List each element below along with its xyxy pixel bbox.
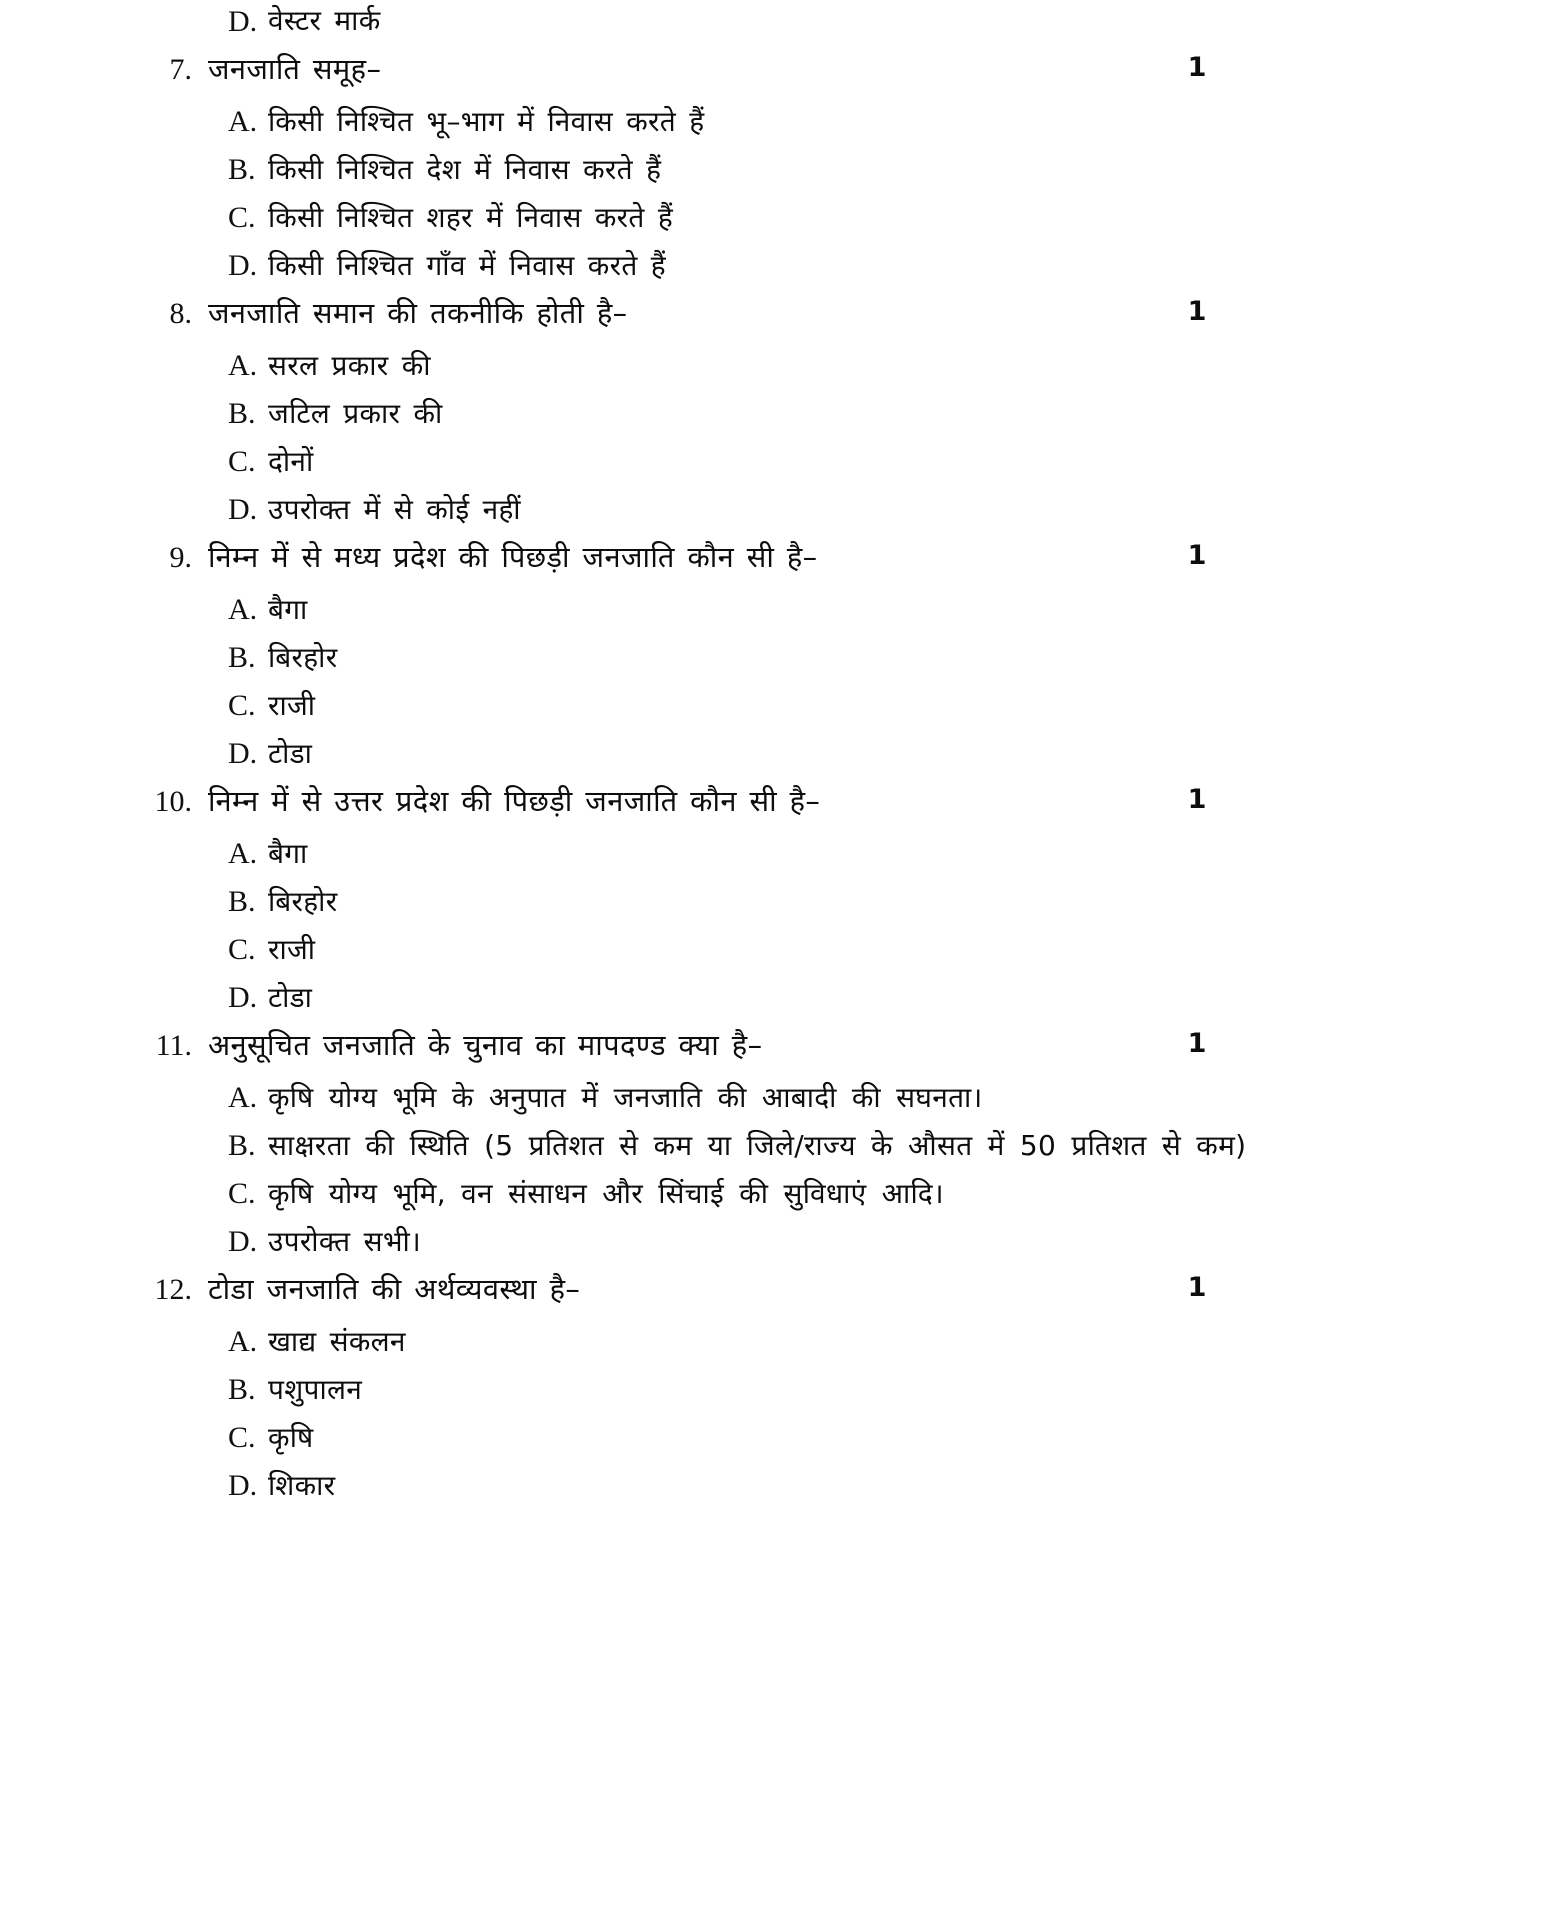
option-row[interactable] [0,588,1547,636]
option-text: खाद्य संकलन [268,1325,406,1358]
option-row[interactable] [0,684,1547,732]
option-row[interactable] [0,1124,1547,1172]
question-block [0,48,1547,292]
orphan-option-row [0,0,1547,48]
option-text: पशुपालन [268,1373,363,1406]
question-number: 8. [169,297,192,330]
option-text: बिरहोर [268,641,338,674]
option-row[interactable] [0,976,1547,1024]
question-block [0,536,1547,780]
option-text: साक्षरता की स्थिति (5 प्रतिशत से कम या जिले/राज्य के औसत में 50 प्रतिशत से कम) [268,1129,1247,1162]
question-header [0,780,1547,832]
question-number: 11. [155,1029,192,1062]
question-header [0,1268,1547,1320]
option-text: वेस्टर मार्क [268,4,381,37]
option-letter: C. [228,1177,256,1210]
option-text: टोडा [268,737,313,770]
question-number: 10. [154,785,192,818]
option-letter: D. [228,493,258,526]
question-marks: 1 [1187,1028,1207,1059]
option-row[interactable] [0,732,1547,780]
option-row[interactable] [0,1464,1547,1512]
option-row[interactable] [0,880,1547,928]
option-letter: D. [228,5,258,38]
question-marks: 1 [1187,1272,1207,1303]
question-text: निम्न में से मध्य प्रदेश की पिछड़ी जनजाति कौन सी है– [208,540,818,574]
option-row[interactable] [0,100,1547,148]
option-text: शिकार [268,1469,336,1502]
question-marks: 1 [1187,296,1207,327]
option-row[interactable] [0,1320,1547,1368]
option-row[interactable] [0,832,1547,880]
option-letter: D. [228,981,258,1014]
question-text: निम्न में से उत्तर प्रदेश की पिछड़ी जनजाति कौन सी है– [208,784,821,818]
option-text: बैगा [268,837,308,870]
option-letter: B. [228,641,256,674]
question-text: अनुसूचित जनजाति के चुनाव का मापदण्ड क्या है– [208,1028,763,1062]
question-block [0,1024,1547,1268]
question-text: टोडा जनजाति की अर्थव्यवस्था है– [208,1272,581,1306]
option-row[interactable] [0,148,1547,196]
option-text: कृषि योग्य भूमि के अनुपात में जनजाति की आबादी की सघनता। [268,1081,983,1114]
option-letter: C. [228,445,256,478]
question-number: 9. [169,541,192,574]
option-row[interactable] [0,440,1547,488]
option-row[interactable] [0,928,1547,976]
option-letter: B. [228,1373,256,1406]
option-letter: C. [228,689,256,722]
option-letter: B. [228,153,256,186]
option-text: किसी निश्चित भू–भाग में निवास करते हैं [268,105,705,138]
option-letter: A. [228,105,258,138]
option-letter: B. [228,397,256,430]
question-block [0,1268,1547,1512]
question-number: 12. [154,1273,192,1306]
option-letter: A. [228,593,258,626]
option-letter: A. [228,1325,258,1358]
option-text: उपरोक्त सभी। [268,1225,421,1258]
question-marks: 1 [1187,52,1207,83]
option-text: बैगा [268,593,308,626]
option-text: किसी निश्चित गाँव में निवास करते हैं [268,249,666,282]
option-letter: D. [228,1225,258,1258]
option-row[interactable] [0,244,1547,292]
option-text: उपरोक्त में से कोई नहीं [268,493,521,526]
question-block [0,292,1547,536]
option-text: किसी निश्चित शहर में निवास करते हैं [268,201,674,234]
question-number: 7. [169,53,192,86]
option-row[interactable] [0,1076,1547,1124]
option-letter: C. [228,933,256,966]
option-letter: C. [228,1421,256,1454]
option-list [0,588,1547,780]
option-row[interactable] [0,1172,1547,1220]
question-text: जनजाति समूह– [208,52,382,86]
option-letter: D. [228,249,258,282]
option-text: दोनों [268,445,314,478]
question-header [0,292,1547,344]
option-text: बिरहोर [268,885,338,918]
option-text: कृषि योग्य भूमि, वन संसाधन और सिंचाई की सुविधाएं आदि। [268,1177,944,1210]
option-list [0,1076,1547,1268]
option-letter: B. [228,885,256,918]
option-text: राजी [268,933,316,966]
option-letter: D. [228,1469,258,1502]
option-letter: A. [228,1081,258,1114]
option-text: कृषि [268,1421,314,1454]
question-text: जनजाति समान की तकनीकि होती है– [208,296,628,330]
option-row[interactable] [0,1416,1547,1464]
option-row[interactable] [0,196,1547,244]
option-row[interactable] [0,344,1547,392]
option-list [0,100,1547,292]
option-row[interactable] [0,392,1547,440]
option-letter: C. [228,201,256,234]
question-block [0,780,1547,1024]
option-row[interactable] [0,1220,1547,1268]
option-text: राजी [268,689,316,722]
option-row[interactable] [0,488,1547,536]
option-list [0,1320,1547,1512]
option-text: जटिल प्रकार की [268,397,443,430]
option-letter: B. [228,1129,256,1162]
option-row[interactable] [0,1368,1547,1416]
question-header [0,1024,1547,1076]
question-marks: 1 [1187,540,1207,571]
option-row[interactable] [0,636,1547,684]
option-list [0,832,1547,1024]
question-header [0,536,1547,588]
option-list [0,344,1547,536]
question-header [0,48,1547,100]
option-text: टोडा [268,981,313,1014]
option-letter: A. [228,349,258,382]
option-text: किसी निश्चित देश में निवास करते हैं [268,153,662,186]
option-letter: D. [228,737,258,770]
option-letter: A. [228,837,258,870]
option-text: सरल प्रकार की [268,349,431,382]
question-marks: 1 [1187,784,1207,815]
